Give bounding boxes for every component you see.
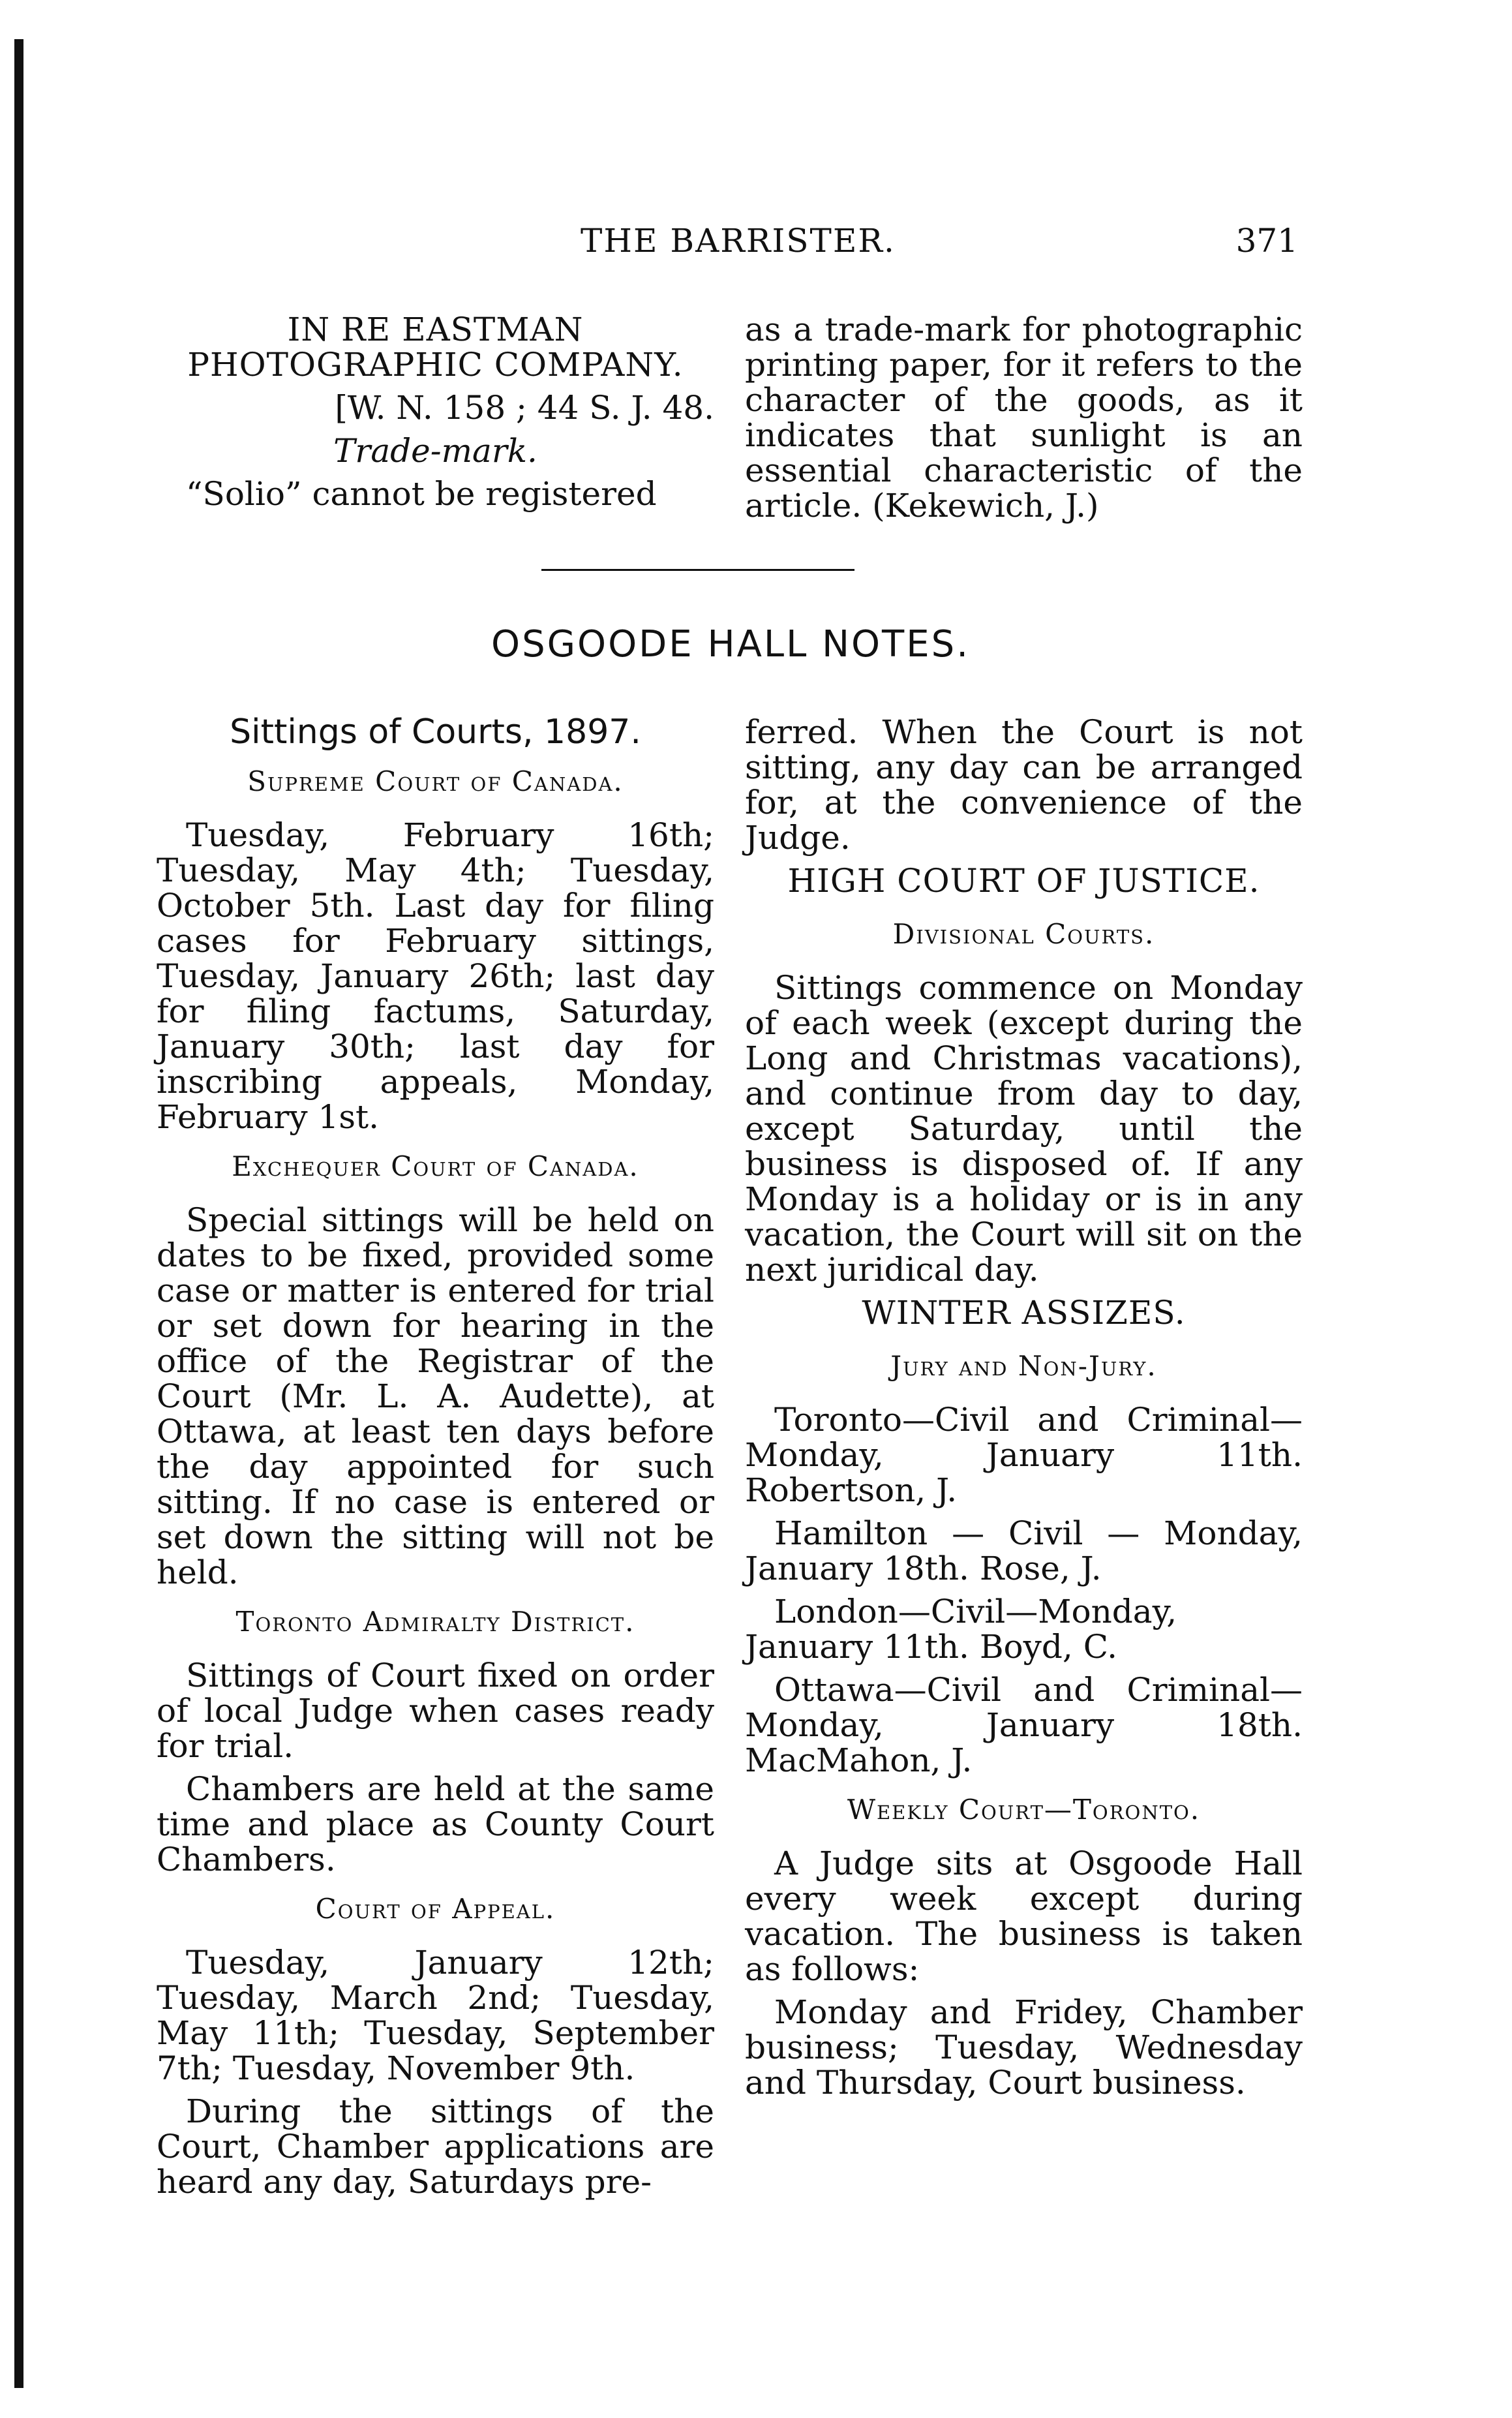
high-court-heading: HIGH COURT OF JUSTICE. <box>787 862 1260 900</box>
notes-left-column <box>157 714 714 2207</box>
supreme-court-text: Tuesday, February 16th; Tuesday, May 4th; Tuesday, October 5th. Last day for filing cases for February sittings, Tuesday, January 26th; last day for filing factums, Saturday, January 30th; last day for inscribing appeals, Monday, February 1st. <box>157 816 714 1136</box>
assize-london: London—Civil—Monday, January 11th. Boyd, C. <box>745 1593 1177 1666</box>
section-title: OSGOODE HALL NOTES. <box>491 623 970 666</box>
appeal-court-heading: Court of Appeal. <box>315 1893 556 1925</box>
admiralty-text-2: Chambers are held at the same time and place as County Court Chambers. <box>157 1770 714 1878</box>
exchequer-court-heading: Exchequer Court of Canada. <box>232 1150 639 1182</box>
weekly-court-text-2: Monday and Fridey, Chamber business; Tuesday, Wednesday and Thursday, Court business. <box>745 1993 1303 2102</box>
admiralty-heading: Toronto Admiralty District. <box>235 1606 635 1638</box>
running-head: THE BARRISTER. <box>581 222 896 260</box>
section-divider <box>541 569 854 571</box>
jury-heading: Jury and Non-Jury. <box>890 1350 1157 1382</box>
assize-ottawa: Ottawa—Civil and Criminal—Monday, January 18th. MacMahon, J. <box>745 1671 1303 1779</box>
weekly-court-heading: Weekly Court—Toronto. <box>847 1794 1201 1826</box>
case-title: IN RE EASTMAN PHOTOGRAPHIC COMPANY. <box>187 311 684 384</box>
case-text-left: “Solio” cannot be registered <box>186 475 657 513</box>
page-header <box>157 222 1305 274</box>
appeal-court-text-1: Tuesday, January 12th; Tuesday, March 2nd; Tuesday, May 11th; Tuesday, September 7th; Tuesday, November 9th. <box>157 1944 714 2087</box>
supreme-court-heading: Supreme Court of Canada. <box>247 765 624 797</box>
case-left-column <box>157 312 714 519</box>
binding-edge <box>14 39 23 2388</box>
divisional-courts-heading: Divisional Courts. <box>892 918 1155 950</box>
appeal-court-text-2: During the sittings of the Court, Chamber applications are heard any day, Saturdays pre- <box>157 2092 714 2201</box>
divisional-courts-text: Sittings commence on Monday of each week (except during the Long and Christmas vacations), and continue from day to day, except Saturday, until the business is disposed of. If any Monday is a holiday or is in any vacation, the Court will sit on the next juridical day. <box>745 969 1303 1289</box>
admiralty-text-1: Sittings of Court fixed on order of local Judge when cases ready for trial. <box>157 1657 714 1765</box>
case-right-column <box>745 312 1303 531</box>
sittings-title: Sittings of Courts, 1897. <box>230 712 641 752</box>
case-citation: [W. N. 158 ; 44 S. J. 48. <box>335 389 714 427</box>
exchequer-court-text: Special sittings will be held on dates to be fixed, provided some case or matter is entered for trial or set down for hearing in the office of the Registrar of the Court (Mr. L. A. Audette), at Ottawa, at least ten days before the day appointed for such sitting. If no case is entered or set down the sitting will not be held. <box>157 1201 714 1591</box>
weekly-court-text-1: A Judge sits at Osgoode Hall every week except during vacation. The business is taken as follows: <box>745 1844 1303 1988</box>
case-text-right: as a trade-mark for photographic printing paper, for it refers to the character of the goods, as it indicates that sunlight is an essential characteristic of the article. (Kekewich, J.) <box>745 311 1303 525</box>
winter-assizes-heading: WINTER ASSIZES. <box>862 1294 1186 1332</box>
assize-hamilton: Hamilton — Civil — Monday, January 18th. Rose, J. <box>745 1514 1303 1587</box>
appeal-court-text-continued: ferred. When the Court is not sitting, any day can be arranged for, at the convenience of the Judge. <box>745 713 1303 857</box>
page-number: 371 <box>1235 222 1298 260</box>
case-subject: Trade-mark. <box>333 432 537 470</box>
assize-toronto: Toronto—Civil and Criminal—Monday, January 11th. Robertson, J. <box>745 1401 1303 1509</box>
notes-right-column <box>745 714 1303 2108</box>
